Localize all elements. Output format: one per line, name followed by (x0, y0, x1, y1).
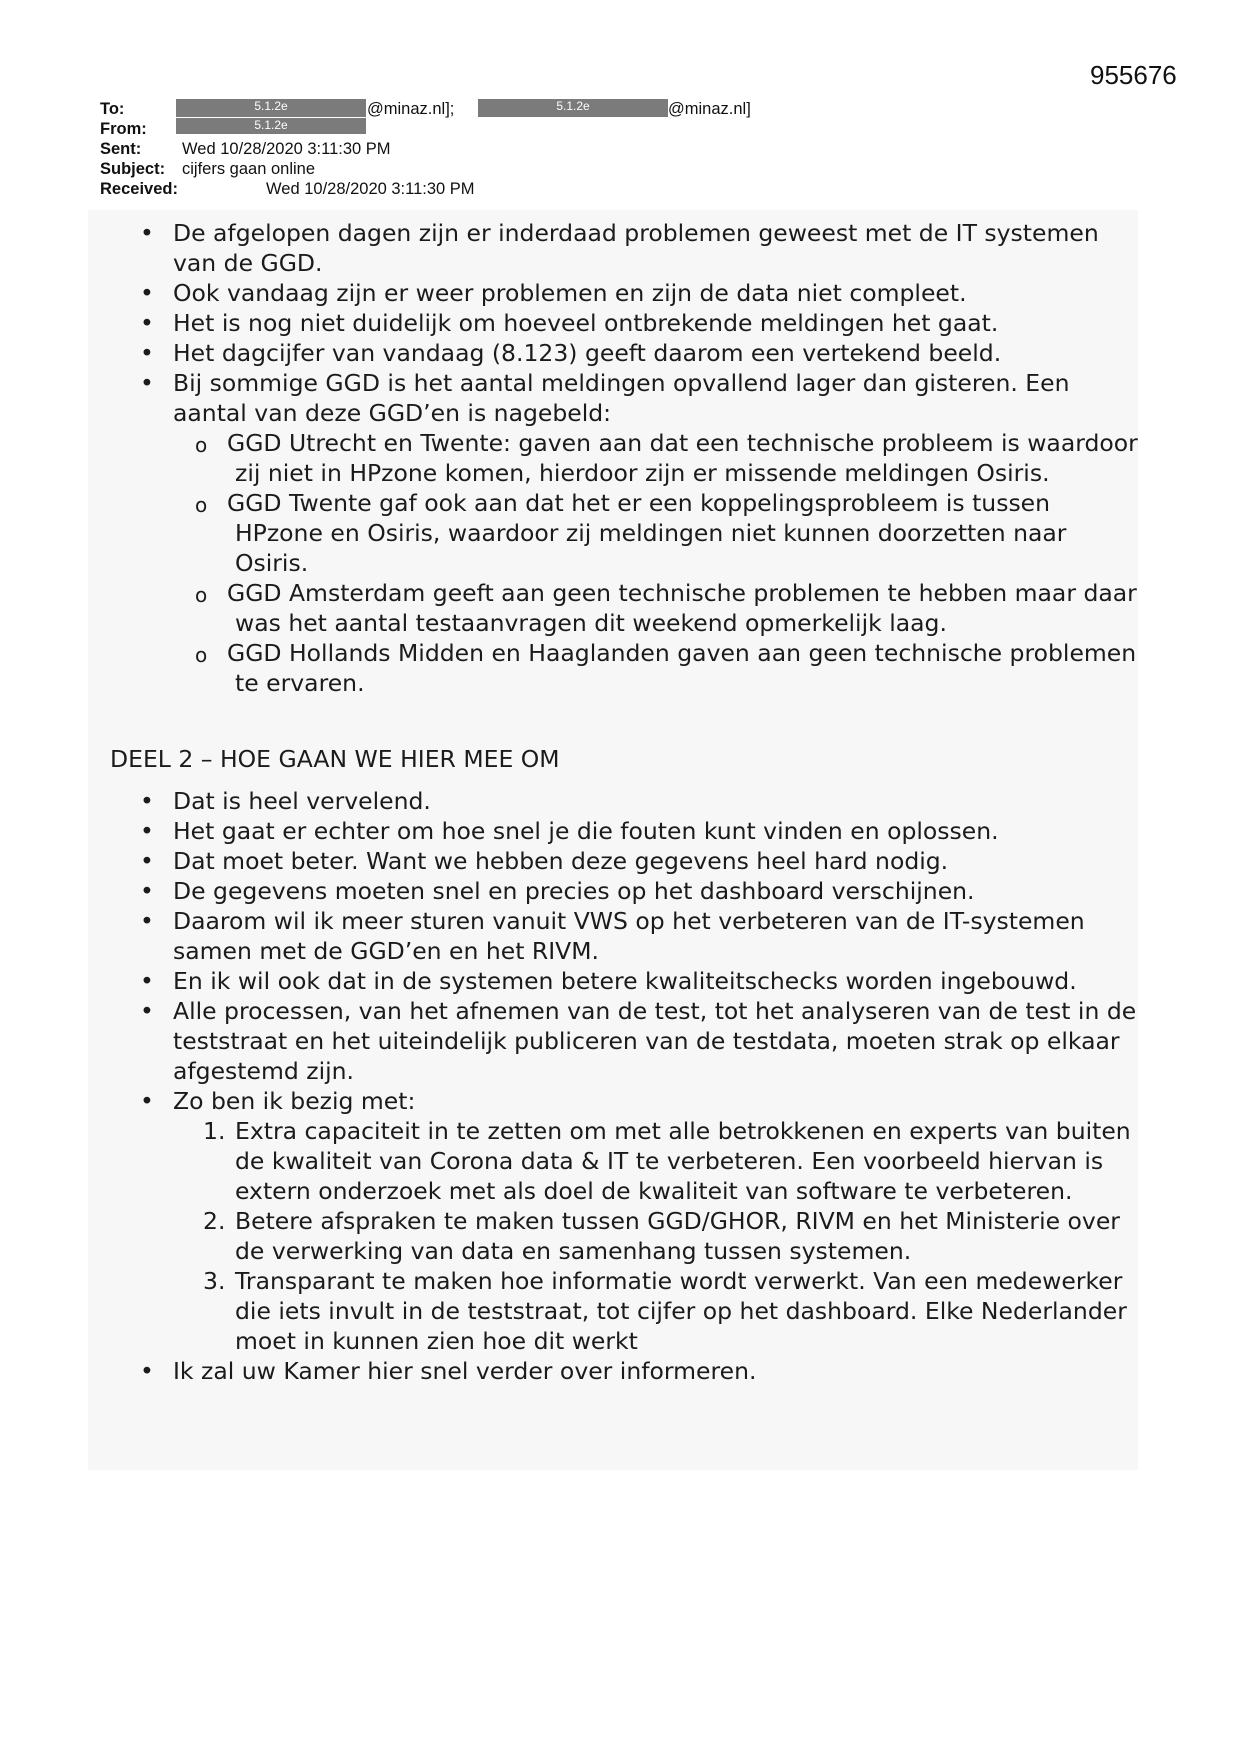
received-value: Wed 10/28/2020 3:11:30 PM (266, 180, 475, 198)
numbered-item (100, 1206, 1140, 1266)
circle-bullet-marker: o (195, 643, 208, 667)
list-item: • Bij sommige GGD is het aantal meldingen opvallend lager dan gisteren. Een aantal van deze GGD’en is nagebeld: (100, 368, 1140, 428)
circle-bullet-marker: o (195, 493, 208, 517)
received-label: Received: (100, 180, 178, 198)
sent-label: Sent: (100, 140, 142, 158)
part2-numbered-list (100, 1116, 1140, 1356)
section-heading: DEEL 2 – HOE GAAN WE HIER MEE OM (110, 745, 560, 773)
sub-list-item (100, 578, 1140, 638)
from-label: From: (100, 120, 147, 138)
item-number: 2. (203, 1207, 226, 1235)
list-item: • En ik wil ook dat in de systemen betere kwaliteitschecks worden ingebouwd. (100, 966, 1140, 996)
sub-list-item (100, 428, 1140, 488)
list-item: • Het gaat er echter om hoe snel je die fouten kunt vinden en oplossen. (100, 816, 1140, 846)
sub-list-item-text: GGD Twente gaf ook aan dat het er een koppelingsprobleem is tussen HPzone en Osiris, waardoor zij meldingen niet kunnen doorzetten naar Osiris. (227, 489, 1067, 577)
sub-list-item-text: GGD Hollands Midden en Haaglanden gaven aan geen technische problemen te ervaren. (227, 639, 1137, 697)
list-item: • Alle processen, van het afnemen van de test, tot het analyseren van de test in de teststraat en het uiteindelijk publiceren van de testdata, moeten strak op elkaar afgestemd zijn. (100, 996, 1140, 1086)
sub-list-item-text: GGD Amsterdam geeft aan geen technische problemen te hebben maar daar was het aantal testaanvragen dit weekend opmerkelijk laag. (227, 579, 1137, 637)
part2-final-list (100, 1356, 1140, 1386)
list-item: • De afgelopen dagen zijn er inderdaad problemen geweest met de IT systemen van de GGD. (100, 218, 1140, 278)
sent-value: Wed 10/28/2020 3:11:30 PM (182, 140, 391, 158)
numbered-item-text: Extra capaciteit in te zetten om met alle betrokkenen en experts van buiten de kwaliteit van Corona data & IT te verbeteren. Een voorbeeld hiervan is extern onderzoek met als doel de kwaliteit van software te verbeteren. (235, 1117, 1131, 1205)
list-item: • Dat is heel vervelend. (100, 786, 1140, 816)
list-item: • Ik zal uw Kamer hier snel verder over informeren. (100, 1356, 1140, 1386)
numbered-item (100, 1266, 1140, 1356)
list-item: • Dat moet beter. Want we hebben deze gegevens heel hard nodig. (100, 846, 1140, 876)
list-item: • Het dagcijfer van vandaag (8.123) geeft daarom een vertekend beeld. (100, 338, 1140, 368)
list-item: • Ook vandaag zijn er weer problemen en zijn de data niet compleet. (100, 278, 1140, 308)
numbered-item (100, 1116, 1140, 1206)
list-item: • Zo ben ik bezig met: (100, 1086, 1140, 1116)
item-number: 3. (203, 1267, 226, 1295)
to-domain: @minaz.nl]; (367, 100, 455, 118)
to-label: To: (100, 100, 125, 118)
circle-bullet-marker: o (195, 583, 208, 607)
redaction-box: 5.1.2e (176, 118, 366, 134)
list-item: • Het is nog niet duidelijk om hoeveel ontbrekende meldingen het gaat. (100, 308, 1140, 338)
sub-list-item-text: GGD Utrecht en Twente: gaven aan dat een technische probleem is waardoor zij niet in HPzone komen, hierdoor zijn er missende meldingen Osiris. (227, 429, 1138, 487)
part1-bullet-list (100, 218, 1140, 428)
to-domain: @minaz.nl] (668, 100, 751, 118)
list-item: • Daarom wil ik meer sturen vanuit VWS op het verbeteren van de IT-systemen samen met de GGD’en en het RIVM. (100, 906, 1140, 966)
redaction-box: 5.1.2e (478, 99, 668, 117)
sub-list-item (100, 638, 1140, 698)
numbered-item-text: Betere afspraken te maken tussen GGD/GHOR, RIVM en het Ministerie over de verwerking van data en samenhang tussen systemen. (235, 1207, 1120, 1265)
part1-sub-list (100, 428, 1140, 698)
sub-list-item (100, 488, 1140, 578)
numbered-item-text: Transparant te maken hoe informatie wordt verwerkt. Van een medewerker die iets invult in de teststraat, tot cijfer op het dashboard. Elke Nederlander moet in kunnen zien hoe dit werkt (235, 1267, 1127, 1355)
redaction-box: 5.1.2e (176, 99, 366, 117)
circle-bullet-marker: o (195, 433, 208, 457)
list-item: • De gegevens moeten snel en precies op het dashboard verschijnen. (100, 876, 1140, 906)
subject-value: cijfers gaan online (182, 160, 315, 178)
subject-label: Subject: (100, 160, 166, 178)
message-body (100, 218, 1140, 1386)
part2-bullet-list (100, 786, 1140, 1116)
document-number: 955676 (1090, 60, 1177, 90)
item-number: 1. (203, 1117, 226, 1145)
